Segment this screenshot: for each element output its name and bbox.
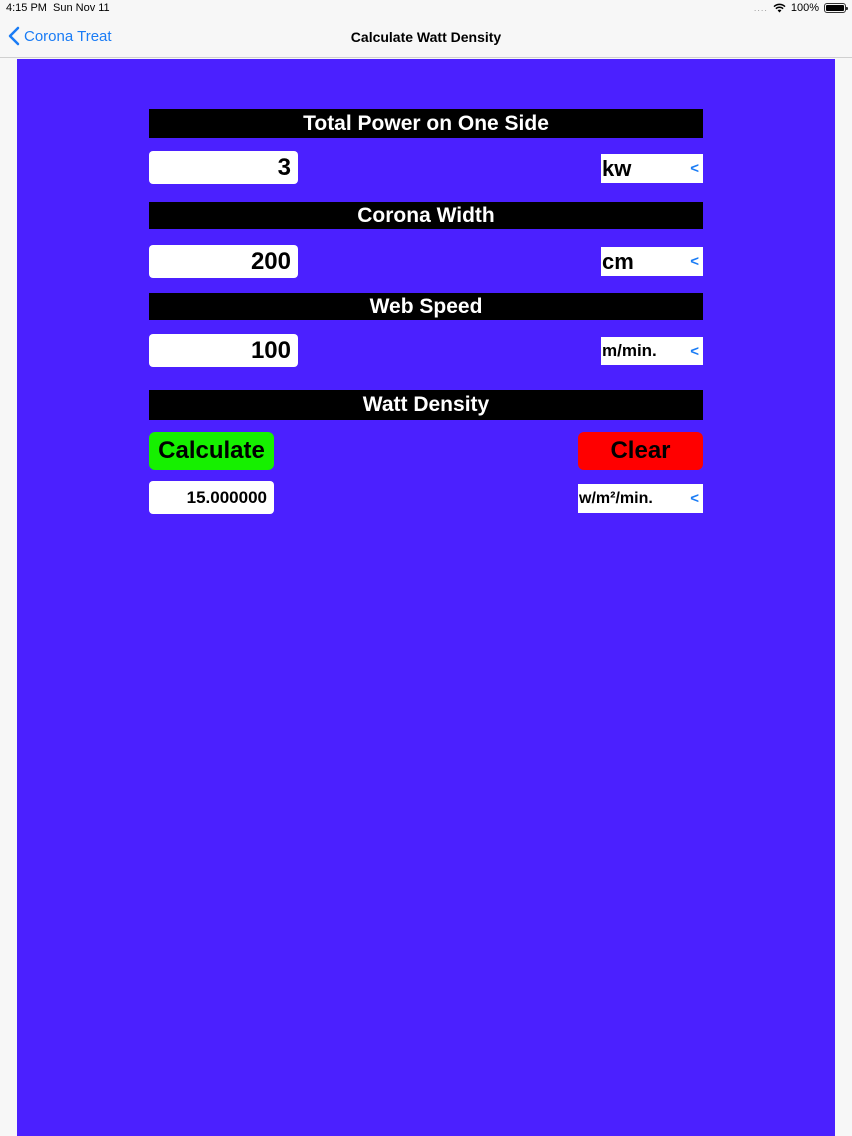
width-unit-value: cm xyxy=(602,248,634,274)
density-unit-value: w/m²/min. xyxy=(579,489,653,507)
calculate-button[interactable]: Calculate xyxy=(149,432,274,470)
power-header: Total Power on One Side xyxy=(149,109,703,138)
status-date: Sun Nov 11 xyxy=(53,2,110,14)
power-unit-select[interactable] xyxy=(601,154,703,183)
calculator-panel xyxy=(17,59,835,1136)
width-unit-select[interactable] xyxy=(601,247,703,276)
navigation-bar xyxy=(0,18,852,58)
status-indicators xyxy=(754,2,846,14)
chevron-left-icon: < xyxy=(690,490,699,507)
clear-button[interactable]: Clear xyxy=(578,432,703,470)
power-input[interactable]: 3 xyxy=(149,151,298,184)
speed-unit-select[interactable] xyxy=(601,337,703,365)
density-header: Watt Density xyxy=(149,390,703,420)
width-input[interactable]: 200 xyxy=(149,245,298,278)
status-time: 4:15 PM xyxy=(6,2,47,14)
wifi-icon xyxy=(773,3,786,13)
page-title: Calculate Watt Density xyxy=(350,29,502,45)
speed-unit-value: m/min. xyxy=(602,341,657,360)
power-unit-value: kw xyxy=(602,155,632,181)
chevron-left-icon: < xyxy=(690,160,699,177)
density-result: 15.000000 xyxy=(149,481,274,514)
status-bar xyxy=(0,0,852,18)
width-header: Corona Width xyxy=(149,202,703,229)
speed-input[interactable]: 100 xyxy=(149,334,298,367)
chevron-left-icon: < xyxy=(690,342,699,360)
speed-header: Web Speed xyxy=(149,293,703,320)
back-button-label: Corona Treat xyxy=(24,27,112,45)
battery-icon xyxy=(824,3,846,13)
multitasking-dots-icon: .... xyxy=(753,3,768,13)
battery-percent: 100% xyxy=(790,2,819,14)
density-unit-select[interactable] xyxy=(578,484,703,513)
chevron-left-icon: < xyxy=(690,253,699,270)
